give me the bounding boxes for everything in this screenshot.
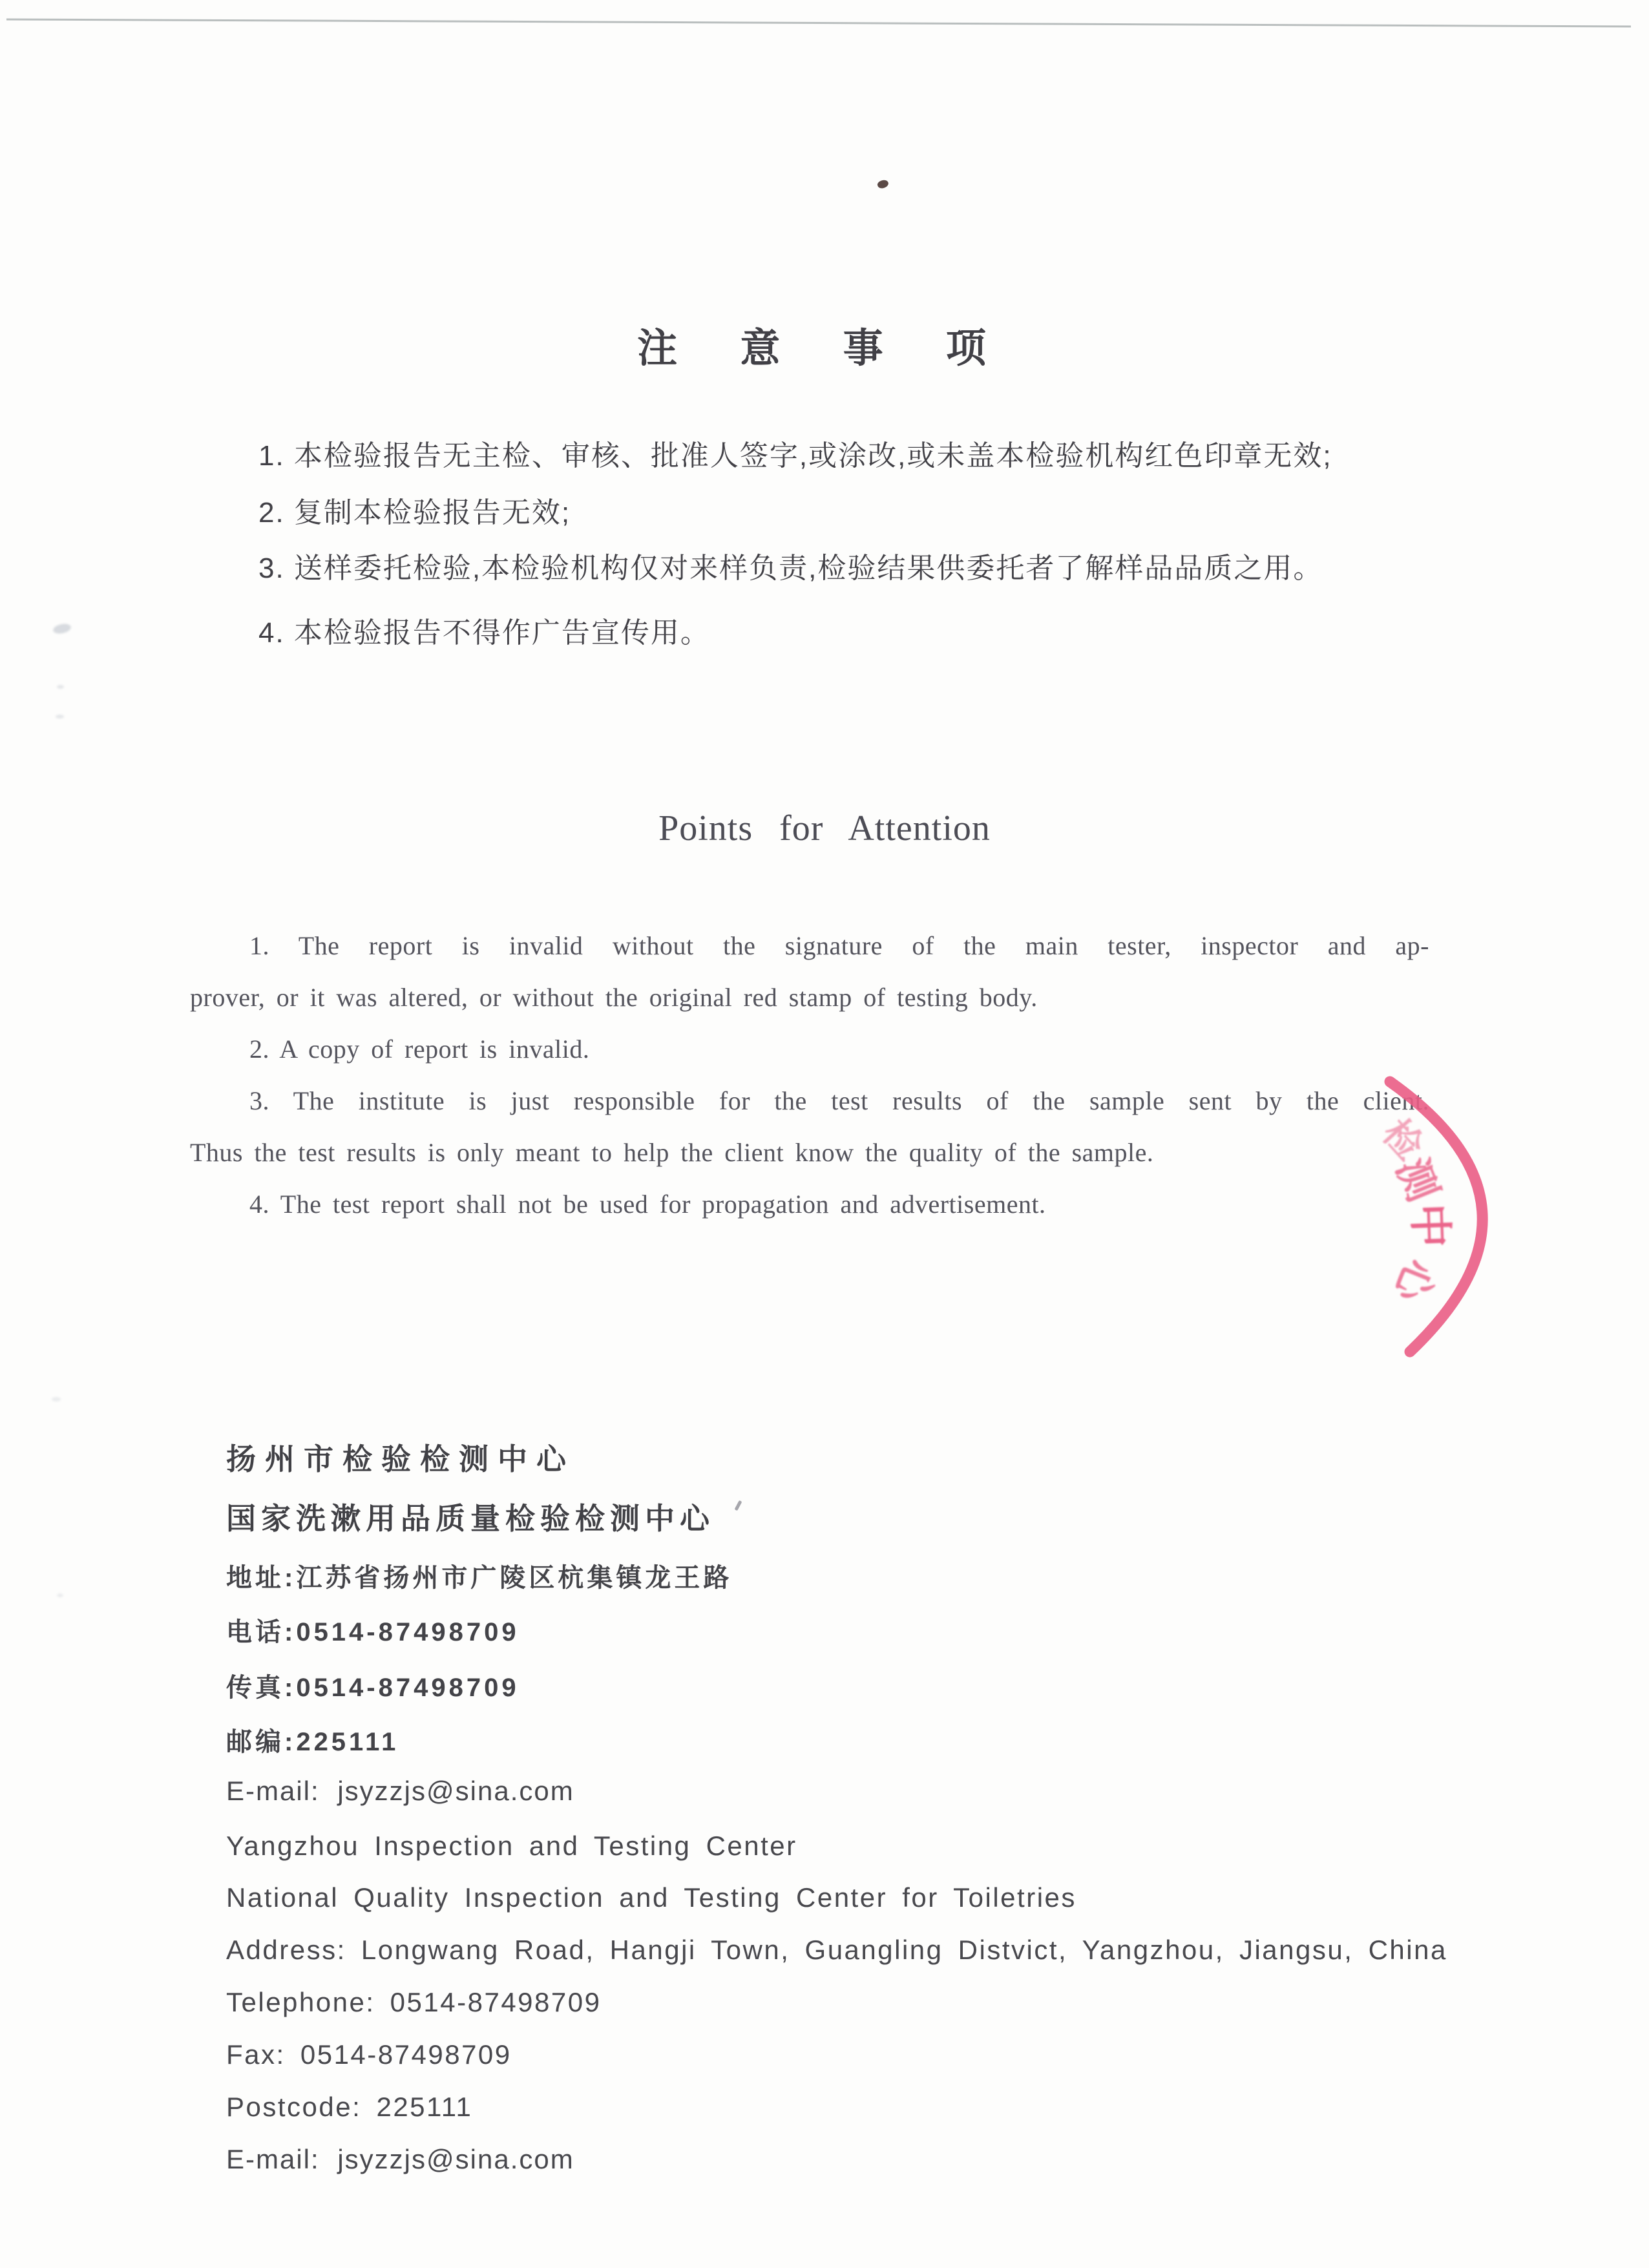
stamp-character: 心 bbox=[1385, 1252, 1444, 1309]
red-stamp-partial bbox=[1344, 1053, 1649, 1376]
national-center-name-english: National Quality Inspection and Testing Center for Toiletries bbox=[226, 1882, 1077, 1913]
scan-tick-artifact bbox=[735, 1500, 742, 1511]
scan-smudge bbox=[57, 685, 64, 689]
english-note-line-2: prover, or it was altered, or without the original red stamp of testing body. bbox=[190, 983, 1038, 1012]
chinese-note-item-2: 2. 复制本检验报告无效; bbox=[258, 497, 571, 529]
telephone-chinese: 电话:0514-87498709 bbox=[226, 1618, 520, 1646]
stamp-arc bbox=[1344, 1053, 1649, 1376]
org-name-chinese: 扬州市检验检测中心 bbox=[226, 1442, 575, 1476]
stamp-character: 检 bbox=[1374, 1111, 1431, 1168]
english-note-line-1: 1. The report is invalid without the signature of the main tester, inspector and ap- bbox=[249, 931, 1429, 960]
chinese-note-item-3: 3. 送样委托检验,本检验机构仅对来样负责,检验结果供委托者了解样品品质之用。 bbox=[258, 552, 1323, 584]
postcode-english: Postcode: 225111 bbox=[226, 2092, 473, 2122]
fax-english: Fax: 0514-87498709 bbox=[226, 2039, 512, 2070]
english-note-line-5: Thus the test results is only meant to help the client know the quality of the sample. bbox=[190, 1138, 1154, 1167]
postcode-chinese: 邮编:225111 bbox=[226, 1728, 399, 1756]
scan-smudge bbox=[57, 1593, 63, 1597]
stamp-character: 测 bbox=[1387, 1151, 1447, 1208]
page-title-english: Points for Attention bbox=[658, 808, 991, 848]
address-chinese: 地址:江苏省扬州市广陵区杭集镇龙王路 bbox=[226, 1564, 733, 1592]
email-line: E-mail: jsyzzjs@sina.com bbox=[226, 1776, 574, 1806]
english-notes-block bbox=[190, 920, 1429, 1230]
scan-line-artifact bbox=[0, 0, 1649, 39]
stamp-character: 中 bbox=[1404, 1202, 1455, 1249]
fax-chinese: 传真:0514-87498709 bbox=[226, 1674, 520, 1702]
scan-smudge bbox=[52, 1397, 61, 1402]
chinese-note-item-4: 4. 本检验报告不得作广告宣传用。 bbox=[258, 617, 710, 649]
ink-speck-artifact bbox=[876, 178, 889, 189]
scan-smudge bbox=[52, 622, 72, 635]
chinese-note-item-1: 1. 本检验报告无主检、审核、批准人签字,或涂改,或未盖本检验机构红色印章无效; bbox=[258, 440, 1332, 472]
english-note-line-3: 2. A copy of report is invalid. bbox=[249, 1034, 590, 1064]
telephone-english: Telephone: 0514-87498709 bbox=[226, 1987, 602, 2017]
org-name-english: Yangzhou Inspection and Testing Center bbox=[226, 1831, 797, 1861]
address-english: Address: Longwang Road, Hangji Town, Guangling Distvict, Yangzhou, Jiangsu, China bbox=[226, 1935, 1447, 1965]
page-title-chinese: 注 意 事 项 bbox=[637, 326, 1012, 371]
national-center-name-chinese: 国家洗漱用品质量检验检测中心 bbox=[226, 1502, 715, 1535]
english-note-line-6: 4. The test report shall not be used for propagation and advertisement. bbox=[249, 1190, 1046, 1219]
email-line-english: E-mail: jsyzzjs@sina.com bbox=[226, 2144, 574, 2174]
english-note-line-4: 3. The institute is just responsible for the test results of the sample sent by the client. bbox=[249, 1086, 1429, 1115]
scan-smudge bbox=[56, 715, 64, 719]
